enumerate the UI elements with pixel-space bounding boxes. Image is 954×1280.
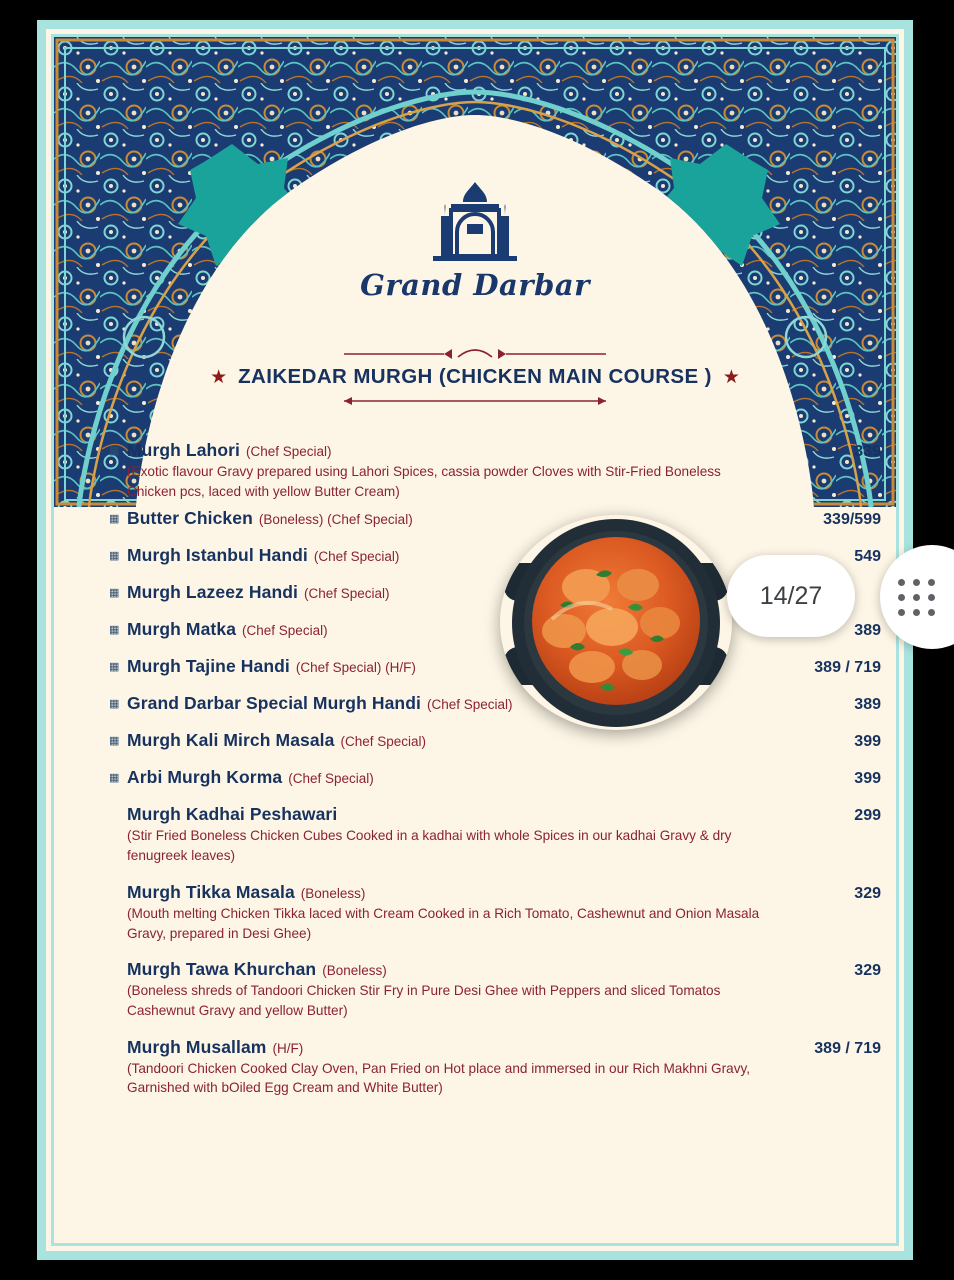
menu-item[interactable] xyxy=(109,693,881,714)
item-qualifier: (Chef Special) xyxy=(246,444,332,459)
item-name: Murgh Tikka Masala xyxy=(127,881,295,902)
menu-item-list xyxy=(109,440,881,1105)
nonveg-mark-icon: ▦ xyxy=(109,624,120,637)
item-price: 399 xyxy=(854,733,881,751)
item-price: 329 xyxy=(854,962,881,980)
item-description: (Tandoori Chicken Cooked Clay Oven, Pan Fried on Hot place and immersed in our Rich Makhni Gravy, Garnished with bOiled Egg Cream and White Butter) xyxy=(127,1060,751,1096)
item-qualifier: (Chef Special) xyxy=(313,549,400,565)
section-title-block xyxy=(37,345,913,407)
item-price: 389 xyxy=(854,622,881,640)
item-name: Butter Chicken xyxy=(127,508,253,529)
item-price: 389 xyxy=(854,696,881,714)
butter-chicken-photo xyxy=(500,515,732,730)
item-name: Murgh Musallam xyxy=(127,1036,267,1057)
item-name: Murgh Tawa Khurchan xyxy=(127,959,317,980)
menu-item[interactable] xyxy=(109,656,881,677)
item-description: (Mouth melting Chicken Tikka laced with Cream Cooked in a Rich Tomato, Cashewnut and Onion Masala Gravy, prepared in Desi Ghee) xyxy=(127,905,760,941)
nonveg-mark-icon: ▦ xyxy=(109,735,120,748)
nonveg-mark-icon: ▦ xyxy=(109,513,120,526)
star-left-icon: ★ xyxy=(210,366,228,388)
item-name: Murgh Lahori xyxy=(127,440,240,460)
nonveg-mark-icon: ▦ xyxy=(109,445,120,457)
item-price: 549 xyxy=(854,548,881,566)
page-counter-badge xyxy=(727,555,855,637)
dome-monument-icon xyxy=(421,180,529,266)
item-price: 339/599 xyxy=(823,511,881,529)
item-name: Murgh Tajine Handi xyxy=(127,656,290,677)
menu-item[interactable] xyxy=(109,1037,881,1098)
item-price: 389 / 719 xyxy=(814,659,881,677)
star-right-icon: ★ xyxy=(722,366,740,388)
grid-dots-icon xyxy=(898,579,936,617)
item-name: Grand Darbar Special Murgh Handi xyxy=(127,693,421,714)
menu-item[interactable] xyxy=(109,804,881,865)
item-price: 399 xyxy=(854,770,881,788)
item-name: Murgh Lazeez Handi xyxy=(127,582,298,603)
brand-name: Grand Darbar xyxy=(360,268,590,302)
item-description: (Exotic flavour Gravy prepared using Lahori Spices, cassia powder Cloves with Stir-Fried Boneless Chicken pcs, laced with yellow Butter Cream) xyxy=(127,464,721,499)
menu-item[interactable] xyxy=(109,440,881,501)
item-name: Murgh Kali Mirch Masala xyxy=(127,730,335,751)
item-qualifier: (Chef Special) (H/F) xyxy=(295,660,416,676)
nonveg-mark-icon: ▦ xyxy=(109,661,120,674)
menu-item[interactable] xyxy=(109,959,881,1020)
item-name: Murgh Matka xyxy=(127,619,237,640)
menu-item[interactable] xyxy=(109,508,881,529)
item-qualifier: (Boneless) xyxy=(300,885,366,901)
title-rule-top xyxy=(340,345,610,359)
menu-page xyxy=(37,20,913,1260)
menu-item[interactable] xyxy=(109,730,881,751)
menu-item[interactable] xyxy=(109,767,881,788)
item-qualifier: (Chef Special) xyxy=(426,697,513,713)
nonveg-mark-icon: ▦ xyxy=(109,587,120,600)
nonveg-mark-icon: ▦ xyxy=(109,698,120,711)
brand-logo xyxy=(37,180,913,302)
item-qualifier: (Chef Special) xyxy=(340,734,427,750)
item-name: Murgh Istanbul Handi xyxy=(127,545,308,566)
item-qualifier: (Boneless) (Chef Special) xyxy=(258,512,413,528)
item-price: 389 / 719 xyxy=(814,1039,881,1057)
item-price: 299 xyxy=(854,807,881,825)
item-qualifier: (Chef Special) xyxy=(242,623,328,639)
item-qualifier: (Chef Special) xyxy=(288,771,374,787)
item-name: Arbi Murgh Korma xyxy=(127,767,283,788)
item-qualifier: (H/F) xyxy=(272,1040,304,1056)
item-description: (Stir Fried Boneless Chicken Cubes Cooked in a kadhai with whole Spices in our kadhai Gravy & dry fenugreek leaves) xyxy=(127,828,732,864)
item-qualifier: (Boneless) xyxy=(322,963,387,979)
title-rule-bottom xyxy=(340,395,610,407)
item-price: 329 xyxy=(854,884,881,902)
page-title: ZAIKEDAR MURGH (CHICKEN MAIN COURSE ) xyxy=(238,365,712,388)
nonveg-mark-icon: ▦ xyxy=(109,772,120,785)
menu-item[interactable] xyxy=(109,882,881,943)
item-price: 339 xyxy=(854,443,881,460)
item-description: (Boneless shreds of Tandoori Chicken Stir Fry in Pure Desi Ghee with Peppers and sliced Tomatos Cashewnut Gravy and yellow Butter) xyxy=(127,983,721,1018)
item-name: Murgh Kadhai Peshawari xyxy=(127,804,338,825)
page-counter-text: 14/27 xyxy=(759,581,823,610)
nonveg-mark-icon: ▦ xyxy=(109,550,120,563)
item-qualifier: (Chef Special) xyxy=(303,586,390,602)
